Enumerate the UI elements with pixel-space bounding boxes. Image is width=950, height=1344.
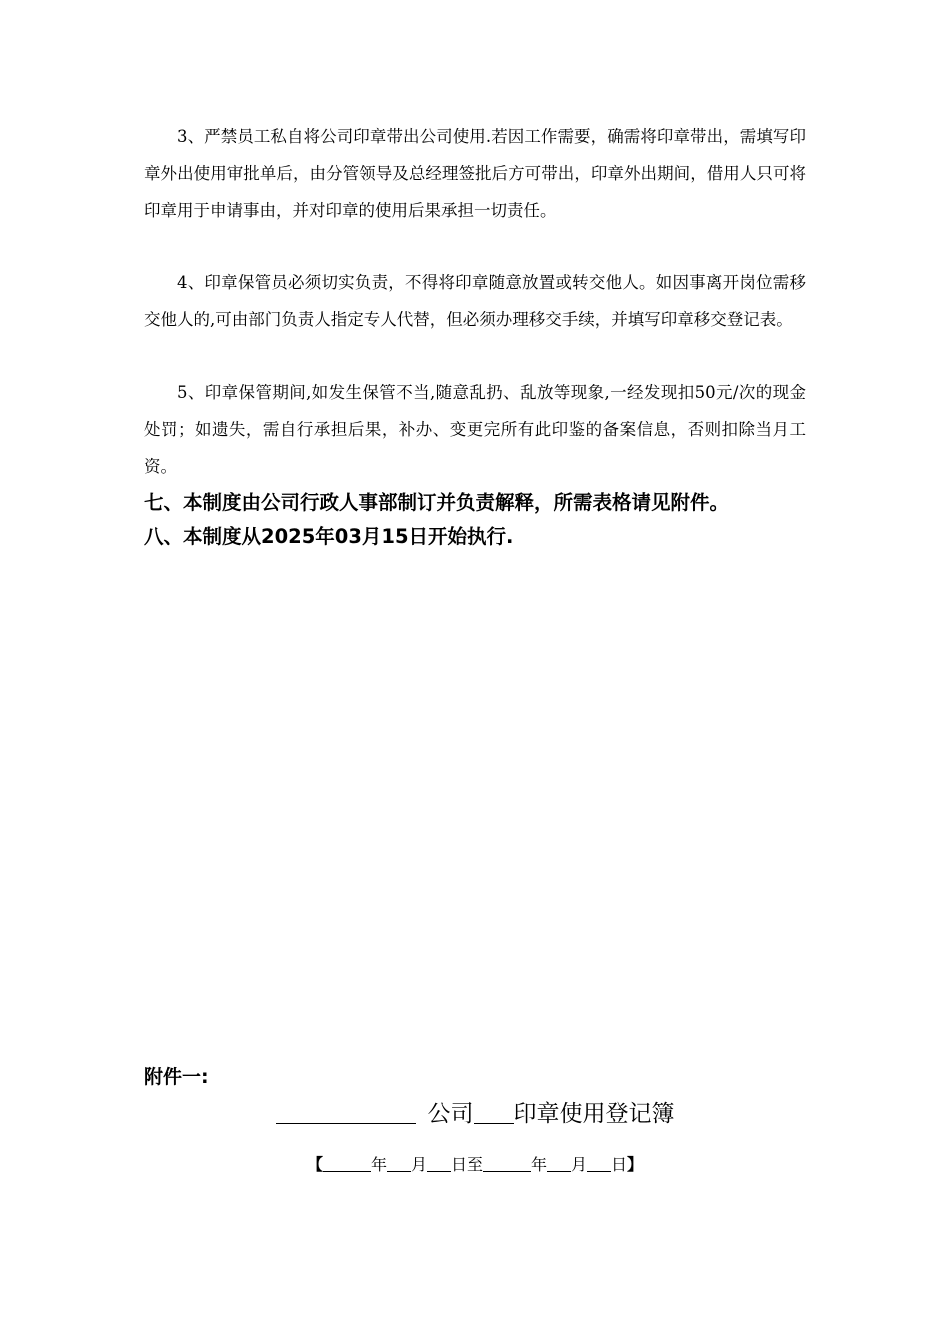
end-year-blank xyxy=(483,1155,531,1172)
attachment-label: 附件一: xyxy=(144,1066,209,1088)
rule-paragraph-4-text: 4、印章保管员必须切实负责，不得将印章随意放置或转交他人。如因事离开岗位需移交他人的,可由部门负责人指定专人代替，但必须办理移交手续，并填写印章移交登记表。 xyxy=(144,273,806,329)
start-month-blank xyxy=(387,1155,411,1172)
rule-paragraph-5 xyxy=(144,374,806,485)
start-year-blank xyxy=(323,1155,371,1172)
section-heading-seven: 七、本制度由公司行政人事部制订并负责解释，所需表格请见附件。 xyxy=(144,491,730,514)
end-day-label: 日 xyxy=(611,1155,628,1174)
seal-type-blank xyxy=(474,1099,514,1124)
end-month-label: 月 xyxy=(571,1155,588,1174)
date-close-bracket: 】 xyxy=(627,1155,644,1174)
start-day-blank xyxy=(427,1155,451,1172)
start-month-label: 月 xyxy=(410,1155,427,1174)
title-rest: 印章使用登记簿 xyxy=(513,1101,675,1127)
title-company-word: 公司 xyxy=(427,1101,474,1127)
end-month-blank xyxy=(547,1155,571,1172)
company-name-blank xyxy=(276,1099,416,1124)
rule-paragraph-4 xyxy=(144,264,806,338)
section-heading-eight: 八、本制度从2025年03月15日开始执行. xyxy=(144,525,514,548)
end-year-label: 年 xyxy=(531,1155,548,1174)
end-day-blank xyxy=(587,1155,611,1172)
rule-paragraph-3 xyxy=(144,118,806,229)
start-year-label: 年 xyxy=(370,1155,387,1174)
date-range xyxy=(0,1150,950,1180)
rule-paragraph-3-text: 3、严禁员工私自将公司印章带出公司使用.若因工作需要，确需将印章带出，需填写印章外出使用审批单后，由分管领导及总经理签批后方可带出，印章外出期间，借用人只可将印章用于申请事由，并对印章的使用后果承担一切责任。 xyxy=(144,127,806,220)
date-open-bracket: 【 xyxy=(306,1155,323,1174)
rule-paragraph-5-text: 5、印章保管期间,如发生保管不当,随意乱扔、乱放等现象,一经发现扣50元/次的现金处罚；如遗失，需自行承担后果，补办、变更完所有此印鉴的备案信息，否则扣除当月工资。 xyxy=(144,383,806,476)
register-title xyxy=(0,1094,950,1134)
start-day-label: 日至 xyxy=(450,1155,483,1174)
